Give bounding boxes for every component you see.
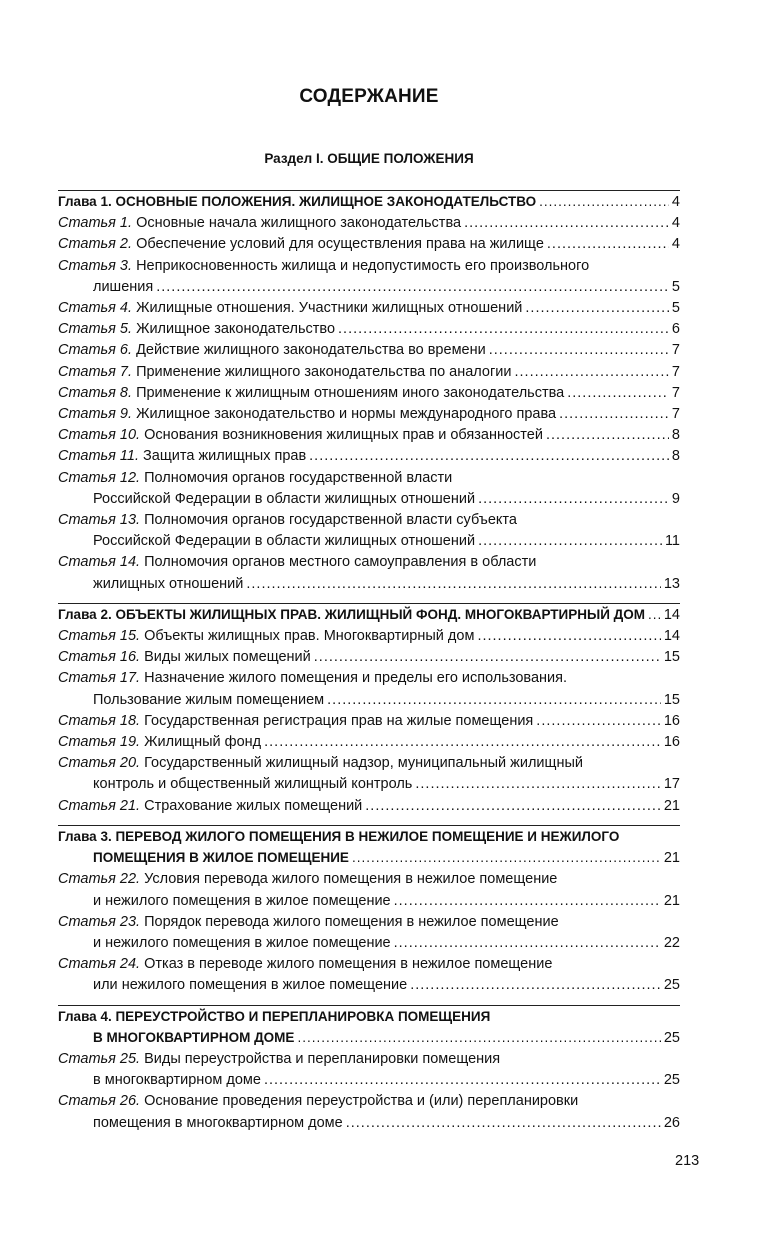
article-text (58, 362, 511, 383)
article-text (58, 1051, 500, 1067)
article-title: Назначение жилого помещения и пределы его использования. (144, 670, 568, 687)
leader-dots (539, 191, 669, 212)
toc-article-entry (58, 1091, 680, 1133)
leader-dots (264, 732, 661, 753)
article-text (58, 626, 474, 647)
article-number: Статья 10. (58, 427, 141, 444)
toc-chapter (58, 190, 680, 595)
toc-article-entry (58, 711, 680, 732)
leader-dots (410, 975, 661, 996)
toc-article-entry (58, 552, 680, 594)
article-number: Статья 24. (58, 956, 141, 973)
article-line (58, 912, 680, 933)
article-text (58, 647, 311, 668)
article-line (58, 975, 680, 996)
article-title: Виды жилых помещений (144, 649, 311, 666)
article-page-number: 25 (663, 977, 680, 994)
article-page-number: 5 (671, 300, 680, 317)
article-line (58, 647, 680, 668)
article-page-number: 21 (663, 797, 680, 814)
article-text (58, 383, 564, 404)
leader-dots (365, 796, 661, 817)
article-page-number: 13 (663, 575, 680, 592)
article-page-number: 22 (663, 934, 680, 951)
leader-dots (297, 1027, 660, 1048)
article-title: лишения (93, 278, 154, 295)
article-number: Статья 26. (58, 1093, 141, 1110)
toc-article-entry (58, 425, 680, 446)
leader-dots (394, 891, 661, 912)
article-text (58, 340, 486, 361)
article-text (93, 1070, 261, 1091)
article-text (93, 891, 391, 912)
toc-article-entry (58, 256, 680, 298)
article-page-number: 6 (671, 321, 680, 338)
article-line (58, 711, 680, 732)
toc-chapter (58, 603, 680, 817)
article-line (58, 552, 680, 573)
chapter-heading-line (58, 826, 680, 847)
toc-article-entry (58, 668, 680, 710)
article-title: Страхование жилых помещений (144, 797, 363, 814)
article-text (58, 319, 335, 340)
article-text (58, 404, 556, 425)
article-text (58, 425, 543, 446)
toc-article-entry (58, 468, 680, 510)
toc-article-entry (58, 626, 680, 647)
toc-article-entry (58, 912, 680, 954)
leader-dots (338, 319, 669, 340)
leader-dots (489, 340, 669, 361)
leader-dots (264, 1070, 661, 1091)
article-text (93, 574, 243, 595)
leader-dots (546, 425, 669, 446)
article-number: Статья 15. (58, 628, 141, 645)
chapter-heading-text: Глава 1. ОСНОВНЫЕ ПОЛОЖЕНИЯ. ЖИЛИЩНОЕ ЗАКОНОДАТЕЛЬСТВО (58, 194, 537, 209)
chapter-heading-text: ПОМЕЩЕНИЯ В ЖИЛОЕ ПОМЕЩЕНИЕ (93, 850, 349, 866)
article-number: Статья 19. (58, 734, 141, 751)
chapter-heading-line (58, 847, 680, 869)
leader-dots (156, 277, 669, 298)
article-page-number: 11 (664, 533, 680, 550)
leader-dots (314, 647, 661, 668)
article-title: Государственная регистрация прав на жилые помещения (144, 712, 534, 729)
leader-dots (352, 847, 661, 868)
article-page-number: 16 (663, 712, 680, 729)
article-text (58, 446, 306, 467)
leader-dots (514, 362, 668, 383)
toc-article-entry (58, 319, 680, 340)
article-line (58, 891, 680, 912)
article-title: Отказ в переводе жилого помещения в нежилое помещение (144, 956, 553, 973)
article-text (58, 670, 567, 686)
article-title: Неприкосновенность жилища и недопустимость его произвольного (136, 257, 590, 274)
article-title: в многоквартирном доме (93, 1072, 261, 1089)
chapter-heading-line (58, 604, 680, 626)
article-text (58, 871, 557, 887)
article-text (58, 755, 583, 771)
article-number: Статья 9. (58, 406, 133, 423)
article-number: Статья 16. (58, 649, 141, 666)
article-line (58, 626, 680, 647)
article-line (58, 1049, 680, 1070)
article-page-number: 14 (663, 628, 680, 645)
article-number: Статья 22. (58, 871, 141, 888)
article-number: Статья 8. (58, 384, 133, 401)
article-line (58, 954, 680, 975)
article-text (58, 470, 452, 486)
article-number: Статья 6. (58, 342, 133, 359)
leader-dots (246, 574, 660, 595)
article-text (58, 1093, 578, 1109)
chapter-heading-text: Глава 2. ОБЪЕКТЫ ЖИЛИЩНЫХ ПРАВ. ЖИЛИЩНЫЙ ФОНД. МНОГОКВАРТИРНЫЙ ДОМ (58, 606, 646, 622)
article-line (58, 319, 680, 340)
article-title: Применение жилищного законодательства по аналогии (136, 363, 512, 380)
article-line (58, 446, 680, 467)
article-title: Порядок перевода жилого помещения в нежилое помещение (144, 913, 559, 930)
article-number: Статья 23. (58, 913, 141, 930)
chapter-heading-line (58, 1006, 680, 1027)
toc-article-entry (58, 869, 680, 911)
leader-dots (547, 234, 669, 255)
article-title: Действие жилищного законодательства во времени (136, 342, 486, 359)
article-text (93, 933, 391, 954)
toc-article-entry (58, 1049, 680, 1091)
leader-dots (415, 774, 661, 795)
leader-dots (478, 489, 669, 510)
article-text (58, 554, 536, 570)
chapter-heading-text: В МНОГОКВАРТИРНОМ ДОМЕ (93, 1029, 295, 1045)
chapter-heading-line (58, 1027, 680, 1049)
article-number: Статья 20. (58, 755, 141, 772)
leader-dots (309, 446, 669, 467)
chapter-page-number: 4 (671, 194, 680, 210)
article-line (58, 732, 680, 753)
article-line (58, 489, 680, 510)
article-line (58, 425, 680, 446)
article-page-number: 5 (671, 278, 680, 295)
article-line (58, 383, 680, 404)
article-text (93, 1113, 343, 1134)
article-line (58, 256, 680, 277)
article-text (58, 512, 517, 528)
article-title: Основания возникновения жилищных прав и обязанностей (144, 427, 543, 444)
toc-article-entry (58, 510, 680, 552)
toc-article-entry (58, 362, 680, 383)
leader-dots (478, 531, 662, 552)
article-page-number: 15 (663, 691, 680, 708)
article-number: Статья 2. (58, 236, 133, 253)
leader-dots (477, 626, 660, 647)
article-page-number: 7 (671, 342, 680, 359)
leader-dots (327, 690, 661, 711)
article-title: Условия перевода жилого помещения в нежилое помещение (144, 871, 558, 888)
article-text (58, 956, 552, 972)
toc-article-entry (58, 234, 680, 255)
toc-chapter (58, 825, 680, 997)
page-title: СОДЕРЖАНИЕ (299, 86, 439, 107)
article-line (58, 468, 680, 489)
article-number: Статья 14. (58, 554, 141, 571)
article-text (58, 732, 261, 753)
article-line (58, 531, 680, 552)
article-title: или нежилого помещения в жилое помещение (93, 977, 408, 994)
article-text (93, 531, 475, 552)
leader-dots (536, 711, 661, 732)
section-heading: Раздел I. ОБЩИЕ ПОЛОЖЕНИЯ (264, 151, 474, 166)
article-text (58, 914, 559, 930)
table-of-contents (58, 184, 680, 1134)
article-title: Виды переустройства и перепланировки помещения (144, 1050, 501, 1067)
article-title: Жилищное законодательство (136, 321, 336, 338)
article-number: Статья 25. (58, 1050, 141, 1067)
article-number: Статья 17. (58, 670, 141, 687)
article-text (58, 258, 589, 274)
toc-article-entry (58, 404, 680, 425)
article-page-number: 8 (671, 448, 680, 465)
article-line (58, 796, 680, 817)
article-text (58, 796, 362, 817)
toc-article-entry (58, 213, 680, 234)
article-number: Статья 12. (58, 469, 141, 486)
toc-article-entry (58, 954, 680, 996)
article-line (58, 298, 680, 319)
article-title: Основание проведения переустройства и (или) перепланировки (144, 1093, 579, 1110)
article-line (58, 213, 680, 234)
article-line (58, 574, 680, 595)
article-title: Объекты жилищных прав. Многоквартирный дом (144, 628, 475, 645)
article-text (93, 690, 324, 711)
article-page-number: 21 (663, 892, 680, 909)
article-number: Статья 11. (58, 448, 140, 465)
article-page-number: 7 (671, 363, 680, 380)
article-page-number: 4 (671, 236, 680, 253)
article-title: и нежилого помещения в жилое помещение (93, 934, 391, 951)
article-text (58, 234, 544, 255)
article-line (58, 668, 680, 689)
article-text (93, 277, 153, 298)
article-title: Российской Федерации в области жилищных отношений (93, 490, 476, 507)
article-title: Жилищное законодательство и нормы международного права (136, 406, 557, 423)
chapter-page-number: 25 (663, 1029, 680, 1046)
article-line (58, 340, 680, 361)
toc-article-entry (58, 753, 680, 795)
article-line (58, 277, 680, 298)
article-title: Полномочия органов местного самоуправления в области (144, 554, 537, 571)
article-title: Пользование жилым помещением (93, 691, 325, 708)
leader-dots (559, 404, 669, 425)
article-line (58, 1113, 680, 1134)
article-number: Статья 3. (58, 257, 133, 274)
article-title: Государственный жилищный надзор, муниципальный жилищный (144, 755, 583, 772)
article-text (58, 213, 461, 234)
leader-dots (567, 383, 669, 404)
toc-article-entry (58, 298, 680, 319)
article-page-number: 17 (663, 776, 680, 793)
chapter-heading-line (58, 191, 680, 213)
chapter-heading-text: Глава 3. ПЕРЕВОД ЖИЛОГО ПОМЕЩЕНИЯ В НЕЖИЛОЕ ПОМЕЩЕНИЕ И НЕЖИЛОГО (58, 828, 620, 844)
article-page-number: 9 (671, 490, 680, 507)
article-text (93, 489, 475, 510)
chapter-page-number: 21 (663, 850, 680, 867)
leader-dots (346, 1113, 661, 1134)
leader-dots (525, 298, 669, 319)
article-number: Статья 4. (58, 300, 133, 317)
article-title: Полномочия органов государственной власти (144, 469, 453, 486)
article-line (58, 753, 680, 774)
article-line (58, 774, 680, 795)
toc-article-entry (58, 446, 680, 467)
article-line (58, 234, 680, 255)
toc-article-entry (58, 647, 680, 668)
chapter-heading-text: Глава 4. ПЕРЕУСТРОЙСТВО И ПЕРЕПЛАНИРОВКА ПОМЕЩЕНИЯ (58, 1008, 491, 1024)
article-title: Основные начала жилищного законодательства (136, 215, 462, 232)
article-line (58, 404, 680, 425)
article-title: Применение к жилищным отношениям иного законодательства (136, 384, 565, 401)
toc-article-entry (58, 383, 680, 404)
toc-article-entry (58, 732, 680, 753)
article-page-number: 4 (671, 215, 680, 232)
leader-dots (464, 213, 669, 234)
leader-dots (648, 604, 661, 625)
article-line (58, 1070, 680, 1091)
article-number: Статья 21. (58, 797, 141, 814)
article-title: Полномочия органов государственной власти субъекта (144, 512, 517, 529)
article-number: Статья 7. (58, 363, 133, 380)
article-title: Защита жилищных прав (143, 448, 307, 465)
article-title: Российской Федерации в области жилищных отношений (93, 533, 476, 550)
toc-article-entry (58, 340, 680, 361)
chapter-page-number: 14 (663, 606, 680, 623)
article-title: и нежилого помещения в жилое помещение (93, 892, 391, 909)
article-page-number: 25 (663, 1072, 680, 1089)
article-text (93, 975, 407, 996)
article-number: Статья 18. (58, 712, 141, 729)
article-page-number: 16 (663, 734, 680, 751)
article-title: Жилищный фонд (144, 734, 262, 751)
article-number: Статья 1. (58, 215, 133, 232)
toc-article-entry (58, 796, 680, 817)
article-line (58, 362, 680, 383)
article-text (58, 298, 522, 319)
article-page-number: 7 (671, 406, 680, 423)
article-title: помещения в многоквартирном доме (93, 1114, 343, 1131)
article-line (58, 690, 680, 711)
page-number: 213 (675, 1153, 700, 1169)
leader-dots (394, 933, 661, 954)
article-line (58, 933, 680, 954)
article-title: жилищных отношений (93, 575, 244, 592)
article-text (93, 774, 412, 795)
article-title: контроль и общественный жилищный контроль (93, 776, 413, 793)
article-title: Жилищные отношения. Участники жилищных отношений (136, 300, 523, 317)
article-page-number: 8 (671, 427, 680, 444)
article-page-number: 15 (663, 649, 680, 666)
article-number: Статья 13. (58, 512, 141, 529)
article-text (58, 711, 533, 732)
article-number: Статья 5. (58, 321, 133, 338)
toc-chapter (58, 1005, 680, 1134)
article-page-number: 7 (671, 384, 680, 401)
article-page-number: 26 (663, 1114, 680, 1131)
article-line (58, 869, 680, 890)
article-line (58, 510, 680, 531)
article-title: Обеспечение условий для осуществления права на жилище (136, 236, 544, 253)
article-line (58, 1091, 680, 1112)
